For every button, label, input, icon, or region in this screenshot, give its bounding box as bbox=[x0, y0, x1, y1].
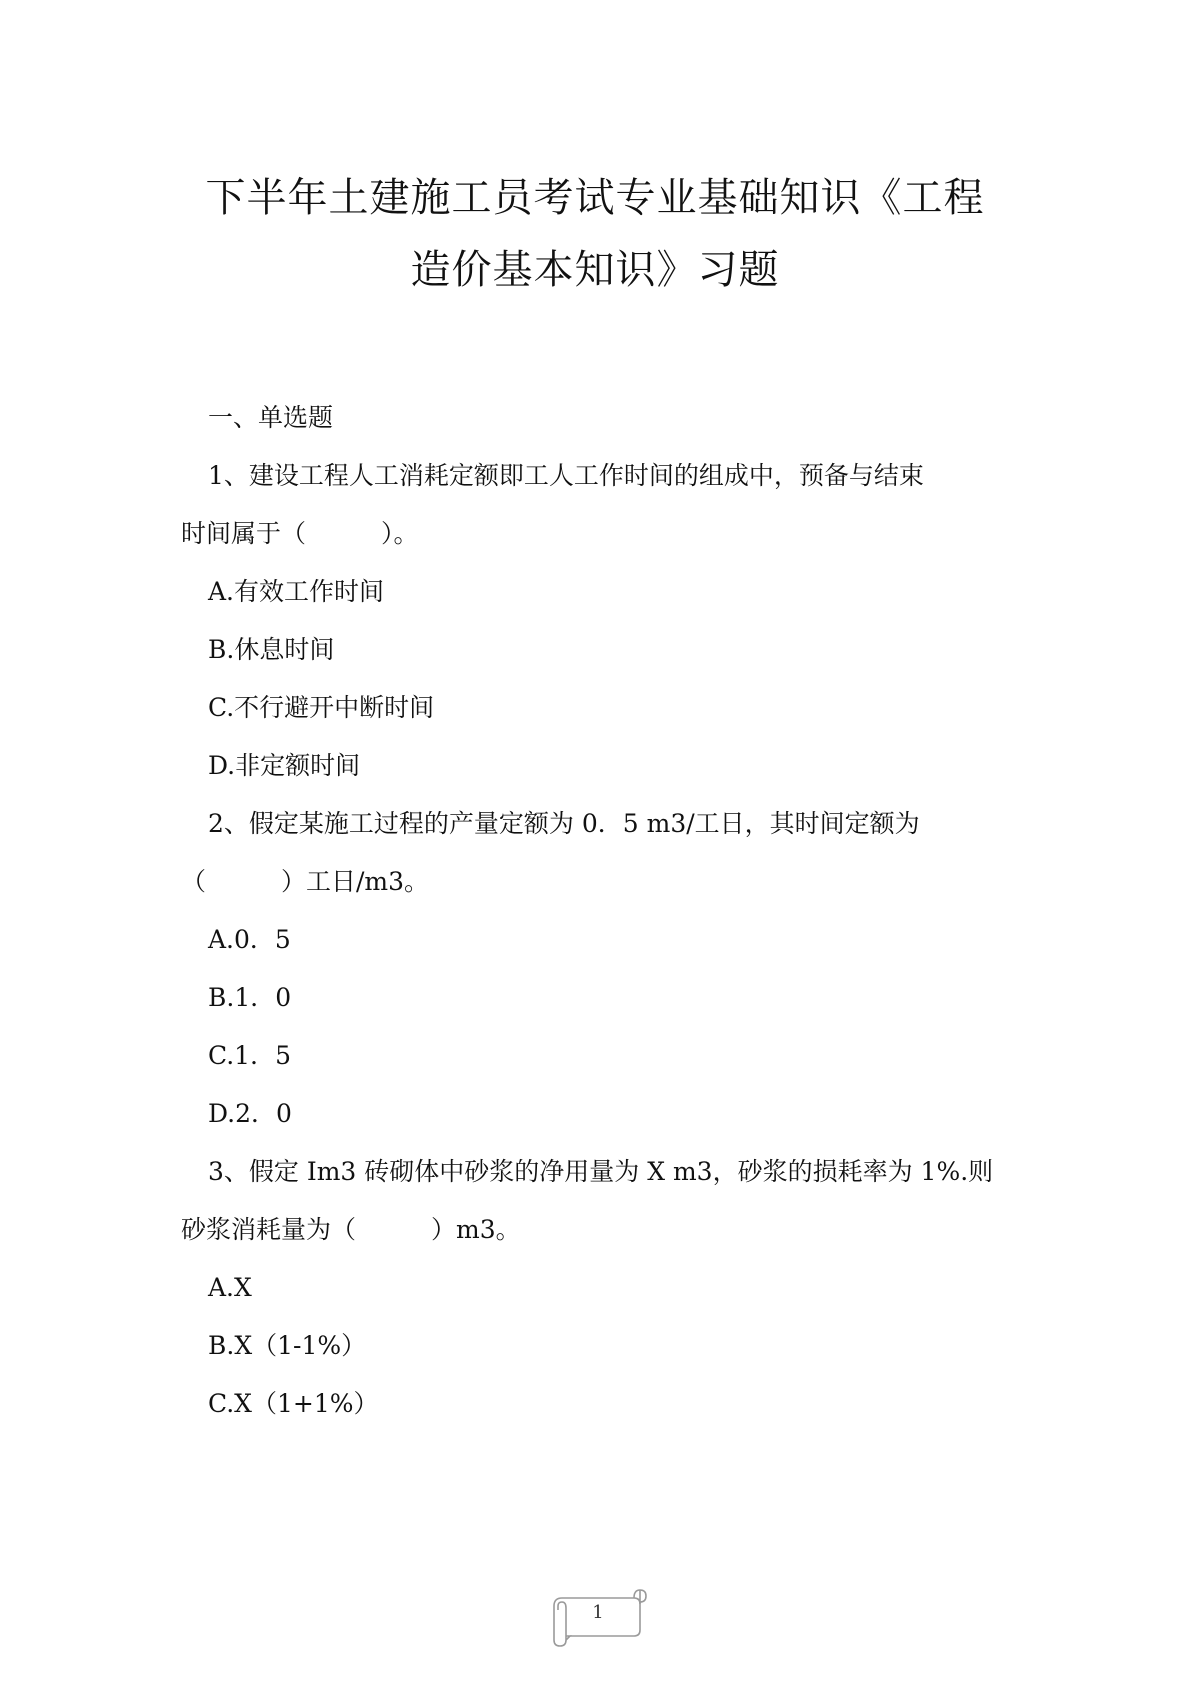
document-title bbox=[150, 162, 1040, 306]
question-1-option-a: A.有效工作时间 bbox=[208, 577, 385, 606]
question-2-option-c: C.1．5 bbox=[208, 1041, 291, 1070]
question-3-option-c: C.X（1+1%） bbox=[208, 1389, 379, 1418]
question-1-option-b: B.休息时间 bbox=[208, 635, 335, 664]
question-2-option-d: D.2．0 bbox=[208, 1099, 292, 1128]
title-line-1: 下半年土建施工员考试专业基础知识《工程 bbox=[205, 175, 985, 221]
question-3-option-b: B.X（1-1%） bbox=[208, 1331, 367, 1360]
question-1-stem-line-1: 1、建设工程人工消耗定额即工人工作时间的组成中，预备与结束 bbox=[208, 461, 924, 490]
question-3-option-a: A.X bbox=[208, 1273, 252, 1302]
section-heading: 一、单选题 bbox=[208, 403, 334, 432]
title-line-2: 造价基本知识》习题 bbox=[410, 247, 780, 293]
question-3-stem-line-2: 砂浆消耗量为（ ）m3。 bbox=[181, 1215, 521, 1244]
question-3-stem-line-1: 3、假定 Im3 砖砌体中砂浆的净用量为 X m3，砂浆的损耗率为 1%.则 bbox=[208, 1157, 994, 1186]
question-2-stem-line-2: （ ）工日/m3。 bbox=[181, 867, 430, 896]
page-number: 1 bbox=[592, 1602, 604, 1623]
page-footer bbox=[548, 1580, 648, 1650]
question-1-option-c: C.不行避开中断时间 bbox=[208, 693, 435, 722]
question-1-stem-line-2: 时间属于（ ）。 bbox=[181, 519, 419, 548]
question-2-option-b: B.1．0 bbox=[208, 983, 292, 1012]
question-2-stem-line-1: 2、假定某施工过程的产量定额为 0．5 m3/工日，其时间定额为 bbox=[208, 809, 920, 838]
question-1-option-d: D.非定额时间 bbox=[208, 751, 361, 780]
question-2-option-a: A.0．5 bbox=[208, 925, 291, 954]
